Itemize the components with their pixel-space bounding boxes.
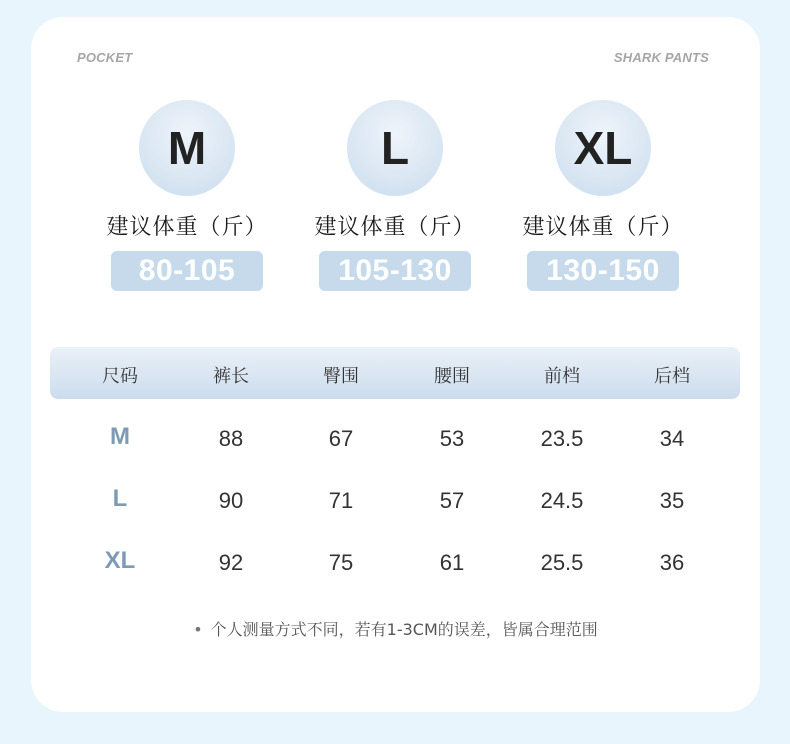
header-cell-waist: 腰围 [434, 366, 470, 387]
weight-range-badge: 130-150 [527, 251, 679, 291]
table-row [50, 542, 740, 582]
row-length: 90 [218, 488, 244, 513]
row-front-rise: 24.5 [540, 488, 584, 513]
size-card-m [67, 100, 307, 291]
row-waist: 57 [439, 488, 465, 513]
row-waist: 61 [439, 550, 465, 575]
size-chart-card [31, 17, 760, 712]
row-size: L [112, 485, 128, 512]
weight-range-badge: 105-130 [319, 251, 471, 291]
brand-label-shark-pants: SHARK PANTS [613, 50, 709, 65]
measurement-note-text: 个人测量方式不同，若有1-3CM的误差，皆属合理范围 [210, 620, 598, 639]
size-card-xl [483, 100, 723, 291]
row-hip: 67 [328, 426, 354, 451]
weight-range-badge: 80-105 [111, 251, 263, 291]
row-back-rise: 34 [659, 426, 685, 451]
size-circle: XL [555, 100, 651, 196]
table-row [50, 480, 740, 520]
header-cell-front-rise: 前档 [544, 366, 580, 387]
row-hip: 71 [328, 488, 354, 513]
brand-label-pocket: POCKET [77, 50, 133, 65]
weight-label: 建议体重（斤） [522, 215, 684, 240]
size-card-l [275, 100, 515, 291]
header-cell-length: 裤长 [213, 366, 249, 387]
header-cell-back-rise: 后档 [654, 366, 690, 387]
size-circle: M [139, 100, 235, 196]
header-cell-hip: 臀围 [323, 366, 359, 387]
row-front-rise: 23.5 [540, 426, 584, 451]
row-length: 88 [218, 426, 244, 451]
row-size: XL [104, 547, 136, 574]
header-cell-size: 尺码 [102, 366, 138, 387]
row-size: M [110, 423, 130, 450]
size-circle: L [347, 100, 443, 196]
table-row [50, 418, 740, 458]
size-table-header [50, 347, 740, 399]
bullet-icon: • [193, 620, 203, 639]
row-hip: 75 [328, 550, 354, 575]
weight-label: 建议体重（斤） [314, 215, 476, 240]
row-back-rise: 36 [659, 550, 685, 575]
measurement-note [31, 617, 760, 640]
row-length: 92 [218, 550, 244, 575]
row-back-rise: 35 [659, 488, 685, 513]
row-front-rise: 25.5 [540, 550, 584, 575]
weight-label: 建议体重（斤） [106, 215, 268, 240]
row-waist: 53 [439, 426, 465, 451]
